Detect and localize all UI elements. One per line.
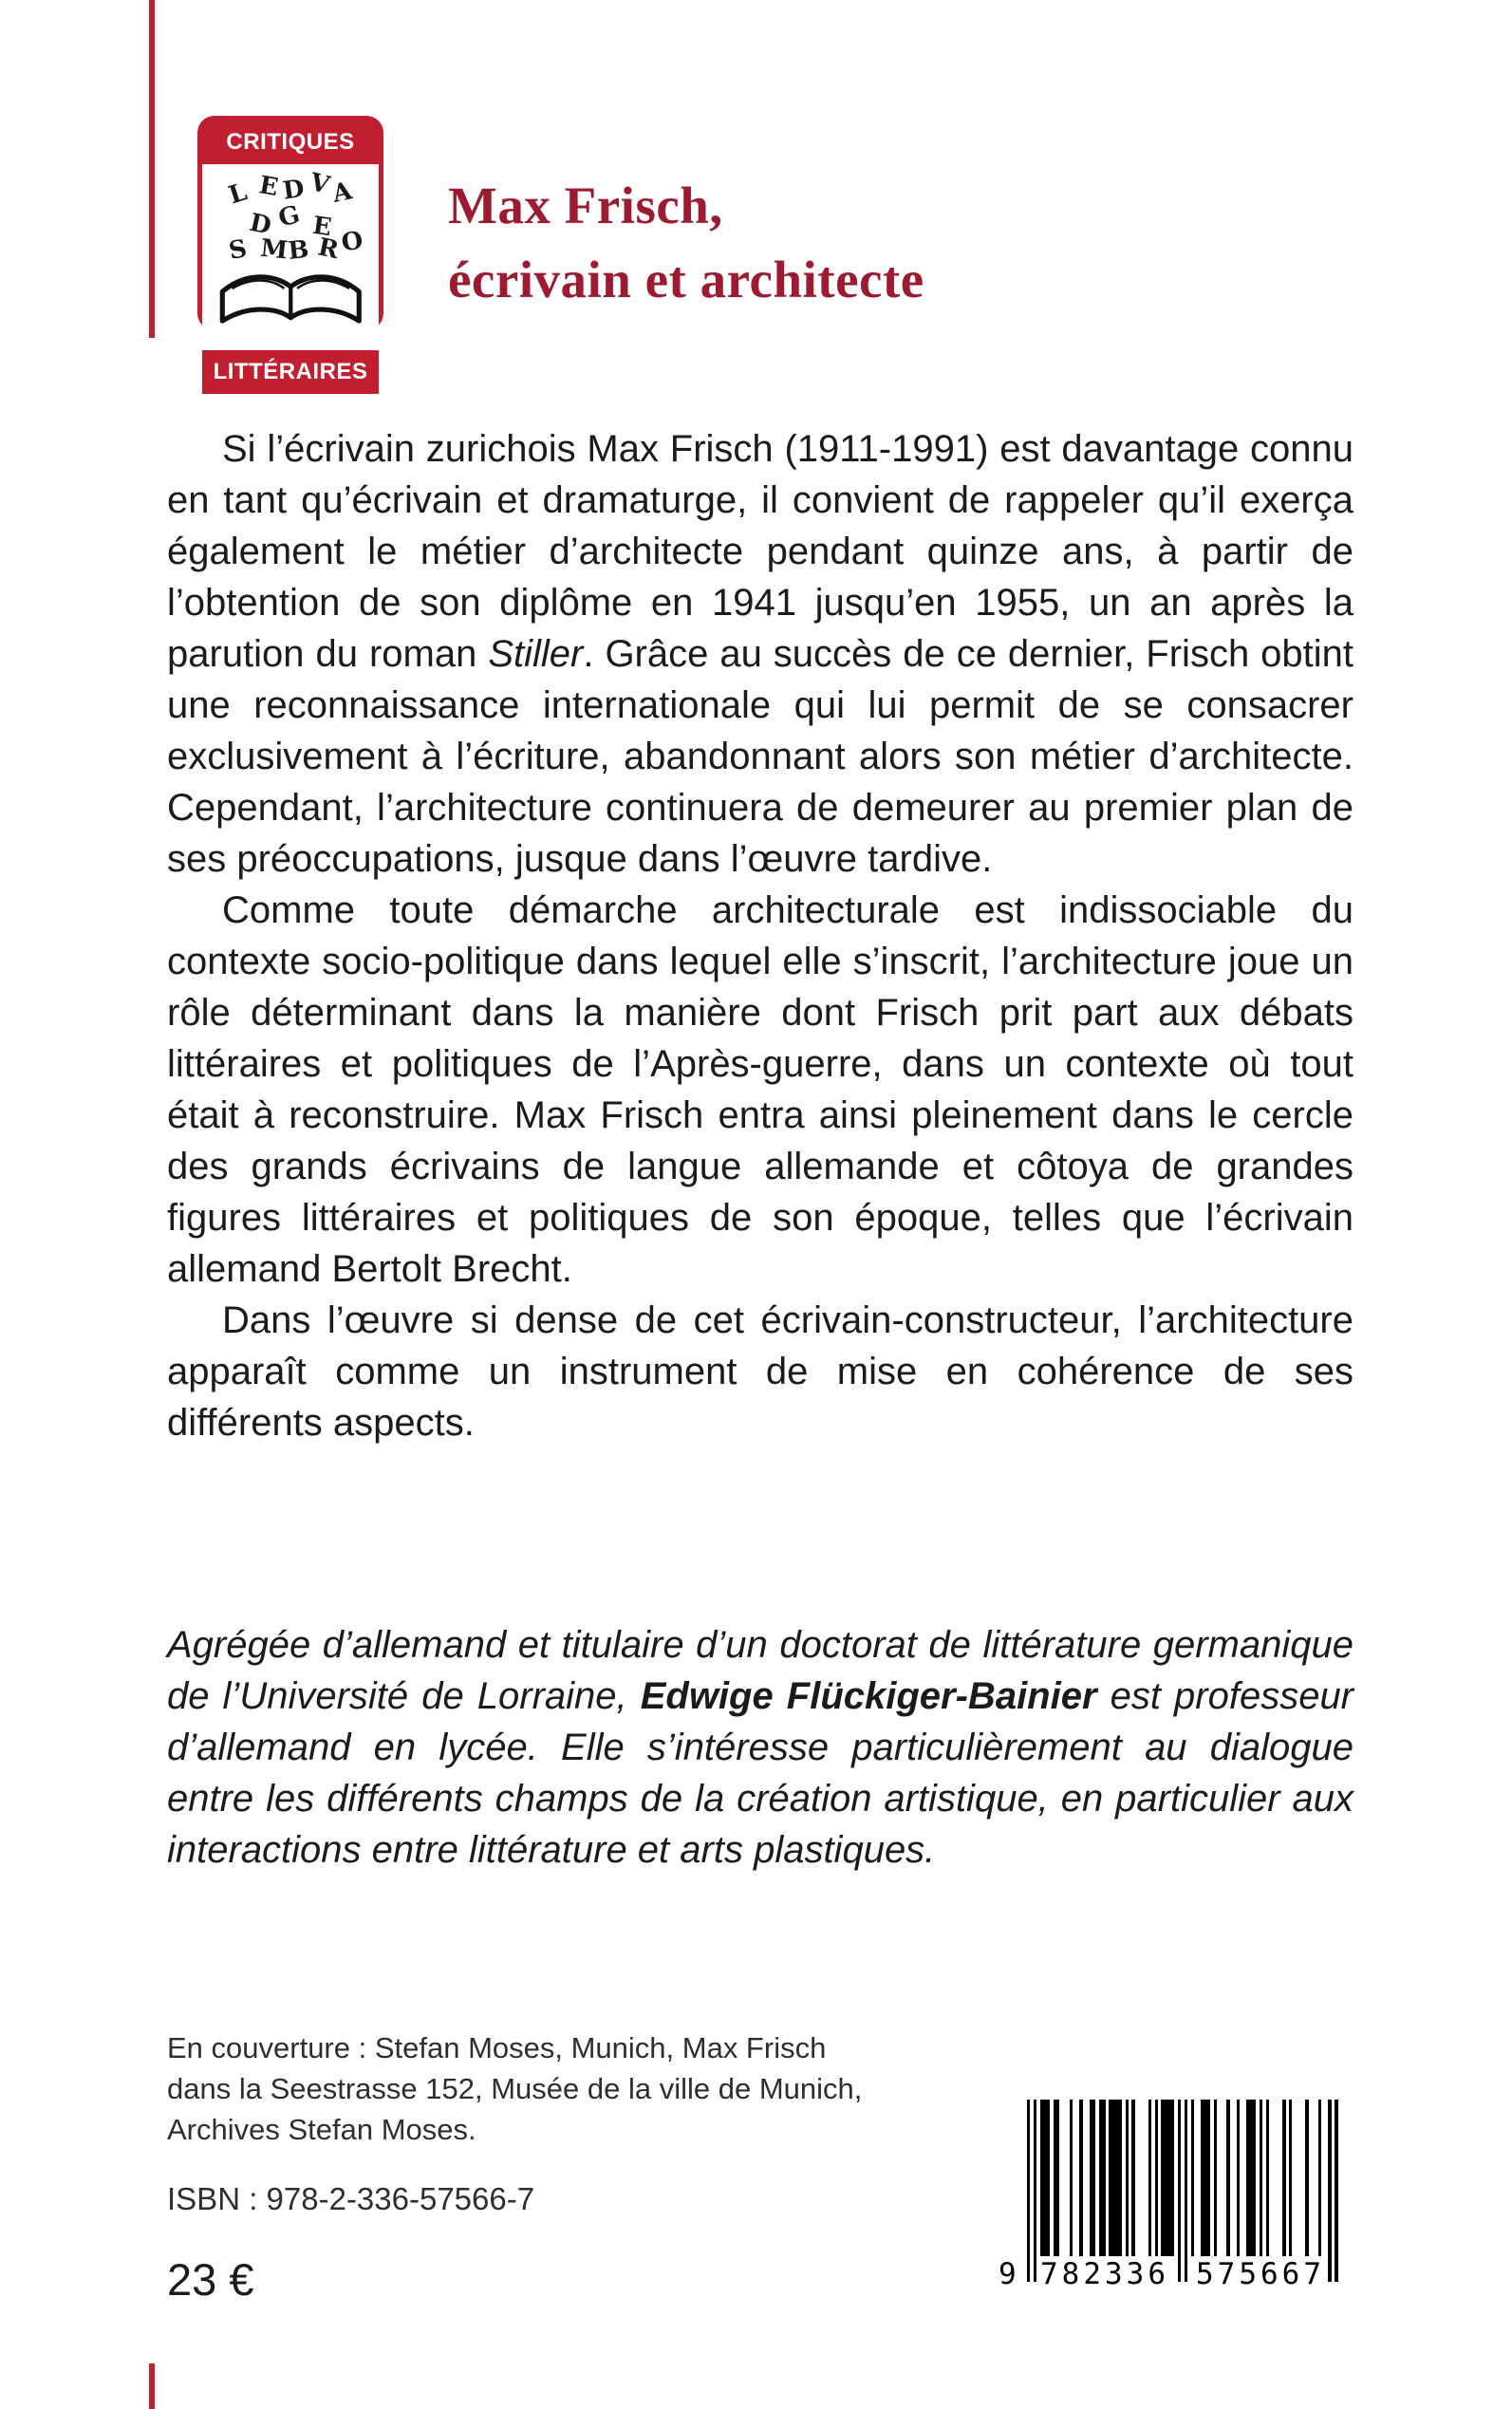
- svg-text:O: O: [339, 226, 364, 258]
- collection-label-top: CRITIQUES: [202, 121, 379, 164]
- svg-text:L: L: [225, 177, 251, 211]
- cover-credit-line-3: Archives Stefan Moses.: [167, 2113, 476, 2146]
- cover-credit-line-2: dans la Seestrasse 152, Musée de la ville de Munich,: [167, 2072, 863, 2105]
- svg-text:D: D: [246, 208, 274, 241]
- barcode-digit-first: 9: [999, 2257, 1017, 2291]
- svg-text:A: A: [329, 177, 355, 209]
- svg-text:E: E: [310, 211, 333, 243]
- svg-text:D: D: [280, 174, 307, 206]
- bottom-left-red-rule: [149, 2363, 155, 2409]
- barcode-digit-group1: 782336: [1038, 2257, 1171, 2291]
- isbn-text: ISBN : 978-2-336-57566-7: [167, 2181, 535, 2216]
- svg-text:E: E: [256, 170, 281, 202]
- author-bio: Agrégée d’allemand et titulaire d’un doctorat de littérature germanique de l’Université de Lorraine, Edwige Flückiger-Bainier est professeur d’allemand en lycée. Elle s’intéresse particulièrement au dialogue entre les différents champs de la création artistique, en particulier aux interactions entre littérature et arts plastiques.: [167, 1624, 1354, 1871]
- collection-logo: [197, 116, 383, 385]
- top-left-red-rule: [149, 0, 155, 338]
- svg-text:M: M: [258, 233, 289, 266]
- collection-logo-art: [202, 164, 379, 350]
- barcode-bars: [1027, 2100, 1339, 2282]
- cover-credit: [167, 2027, 862, 2150]
- synopsis-paragraph-1: Si l’écrivain zurichois Max Frisch (1911-1991) est davantage connu en tant qu’écrivain et dramaturge, il convient de rappeler qu’il exerça également le métier d’architecte pendant quinze ans, à partir de l’obtention de son diplôme en 1941 jusqu’en 1955, un an après la parution du roman Stiller. Grâce au succès de ce dernier, Frisch obtint une reconnaissance internationale qui lui permit de se consacrer exclusivement à l’écriture, abandonnant alors son métier d’architecte. Cependant, l’architecture continuera de demeurer au premier plan de ses préoccupations, jusque dans l’œuvre tardive.: [167, 428, 1354, 880]
- svg-text:S: S: [226, 234, 250, 266]
- book-title: [448, 169, 924, 317]
- svg-text:G: G: [275, 199, 303, 233]
- synopsis-paragraph-2: Comme toute démarche architecturale est indissociable du contexte socio-politique dans lequel elle s’inscrit, l’architecture joue un rôle déterminant dans la manière dont Frisch prit part aux débats littéraires et politiques de l’Après-guerre, dans un contexte où tout était à reconstruire. Max Frisch entra ainsi pleinement dans le cercle des grands écrivains de langue allemande et côtoya de grandes figures littéraires et politiques de son époque, telles que l’écrivain allemand Bertolt Brecht.: [167, 889, 1353, 1290]
- synopsis: [167, 423, 1353, 1448]
- ean-barcode: [995, 2100, 1355, 2301]
- book-title-line2: écrivain et architecte: [448, 251, 924, 308]
- barcode-digit-group2: 575667: [1194, 2257, 1327, 2291]
- price-text: 23 €: [167, 2254, 254, 2305]
- cover-credit-line-1: En couverture : Stefan Moses, Munich, Max Frisch: [167, 2031, 827, 2064]
- svg-text:V: V: [307, 167, 332, 200]
- open-book-icon: [206, 168, 376, 347]
- book-title-line1: Max Frisch,: [448, 177, 723, 234]
- collection-label-bottom: LITTÉRAIRES: [202, 350, 379, 394]
- synopsis-paragraph-3: Dans l’œuvre si dense de cet écrivain-constructeur, l’architecture apparaît comme un instrument de mise en cohérence de ses différents aspects.: [167, 1299, 1353, 1444]
- svg-text:B: B: [286, 234, 310, 266]
- svg-text:R: R: [314, 233, 342, 266]
- barcode-digits: [999, 2257, 1355, 2295]
